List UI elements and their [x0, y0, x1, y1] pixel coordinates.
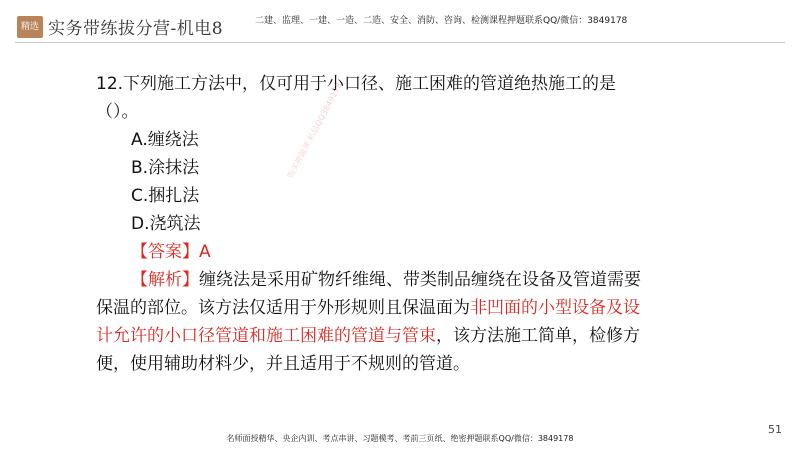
question-number: 12.: [96, 74, 124, 94]
answer-line: [96, 238, 656, 266]
slide-content: [96, 70, 656, 378]
footer-contact-notice: 名师面授精华、央企内训、考点串讲、习题模考、考前三页纸、绝密押题联系QQ/微信：3849178: [226, 434, 574, 443]
header-contact-notice: 二建、监理、一建、一造、二造、安全、消防、咨询、检测课程押题联系QQ/微信：3849178: [255, 16, 628, 26]
analysis-text-2: ，该方法施工简单，检修方便，使用辅助材料少，并且适用于不规则的管道。: [96, 326, 640, 374]
analysis-text-1: 缠绕法是采用矿物纤维绳、带类制品缠绕在设备及管道需要保温的部位。该方法仅适用于外形规则且保温面为: [96, 270, 641, 318]
answer-tag: 【答案】: [131, 242, 199, 262]
option-b: B.涂抹法: [131, 158, 200, 178]
analysis-paragraph: [96, 266, 656, 378]
question-stem: 下列施工方法中，仅可用于小口径、施工困难的管道绝热施工的是（）。: [96, 74, 617, 122]
watermark: 购买押题课 私信QQ3849178: [285, 81, 344, 180]
option-a: A.缠绕法: [131, 130, 199, 150]
option-d: D.浇筑法: [131, 214, 201, 234]
analysis-highlight: 非凹面的小型设备及设计允许的小口径管道和施工困难的管道与管束: [96, 298, 640, 346]
question-line: [96, 70, 656, 126]
page-number: 51: [768, 423, 782, 436]
option-c: C.捆扎法: [131, 186, 200, 206]
analysis-tag: 【解析】: [131, 270, 199, 290]
header-divider: [15, 42, 785, 43]
header-badge: 精选: [17, 16, 43, 38]
answer-value: A: [199, 242, 211, 262]
course-title: 实务带练拔分营-机电8: [48, 19, 224, 39]
